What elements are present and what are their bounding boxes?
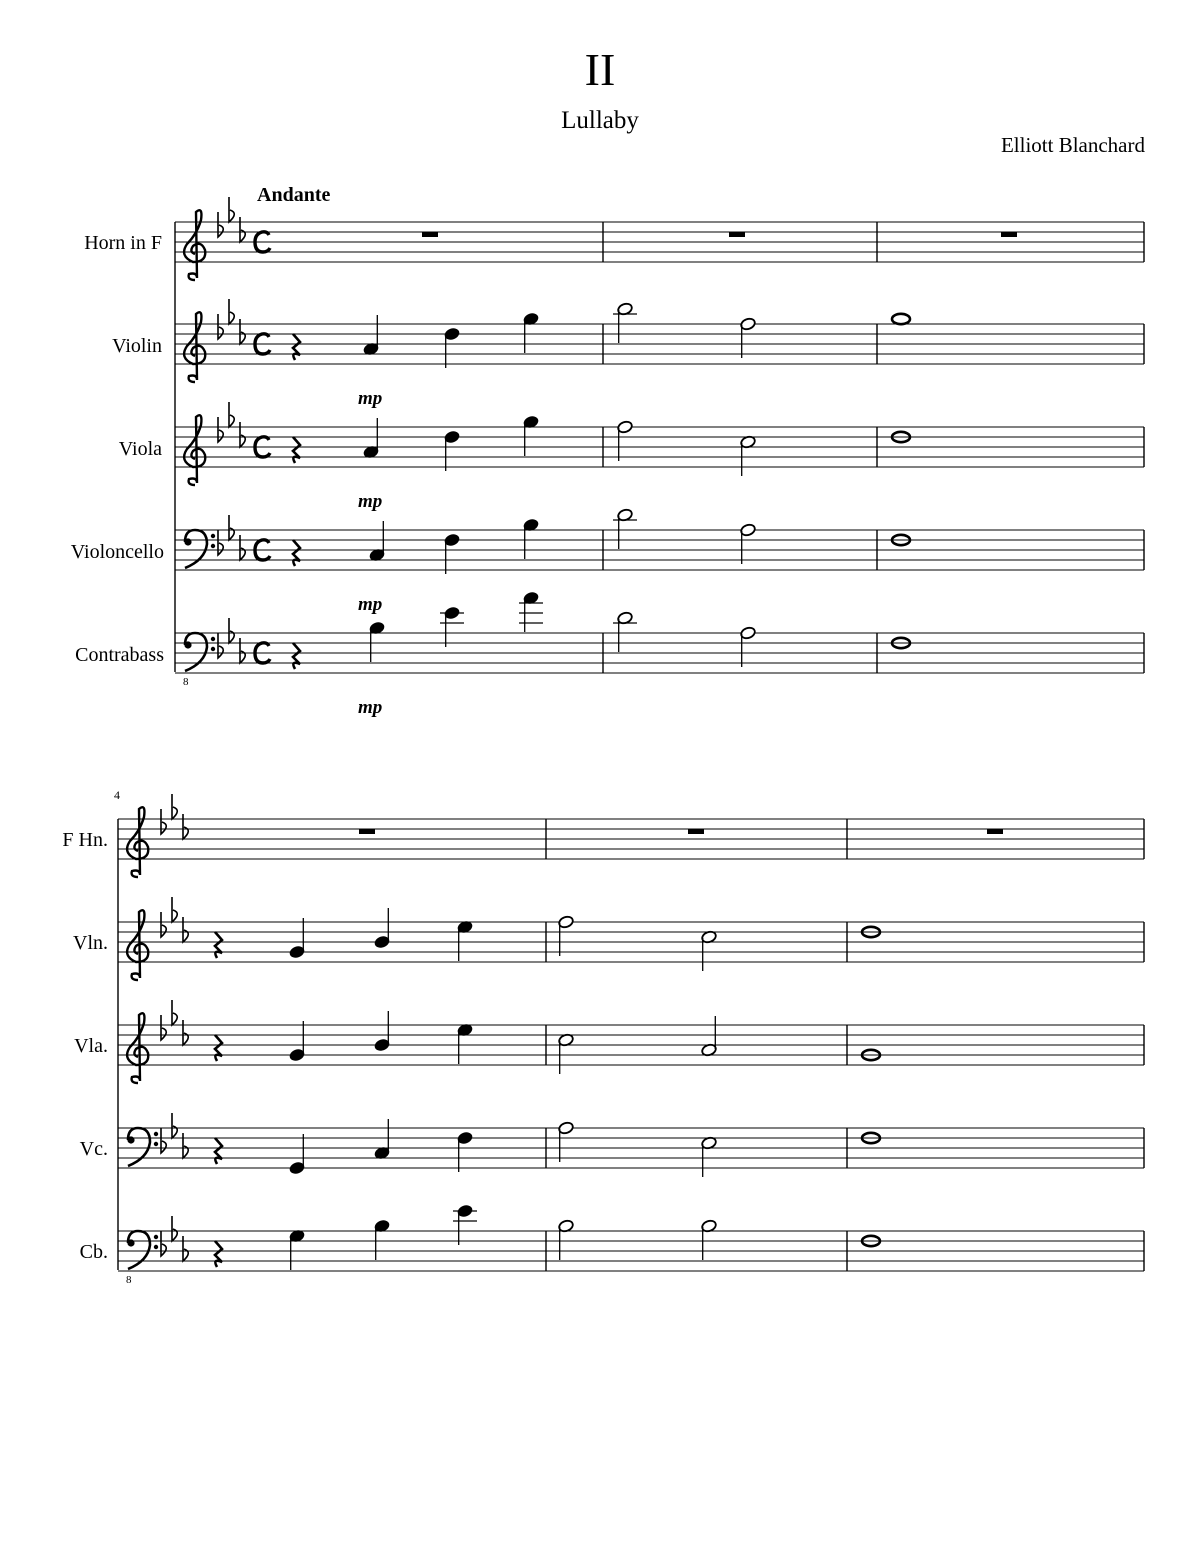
staff-horn: [84, 197, 1144, 280]
flat-icon: [240, 638, 245, 663]
flat-icon: [183, 917, 188, 942]
treble-clef-icon: [127, 910, 148, 980]
instrument-label-viola-short: Vla.: [74, 1035, 108, 1057]
whole-rest-icon: [359, 829, 375, 834]
staff-cello: [80, 1113, 1144, 1177]
instrument-label-contrabass-short: Cb.: [79, 1241, 108, 1263]
instrument-label-cello: Violoncello: [70, 541, 164, 563]
bass-clef-dot: [211, 637, 215, 641]
quarter-rest-icon: [215, 1138, 222, 1164]
whole-rest-icon: [729, 232, 745, 237]
bass-clef-dot: [211, 647, 215, 651]
flat-icon: [218, 530, 223, 555]
flat-icon: [172, 1113, 177, 1138]
flat-icon: [161, 1231, 166, 1256]
bass-clef-icon: [185, 530, 207, 568]
dynamic-mp: mp: [358, 697, 383, 718]
flat-icon: [218, 633, 223, 658]
treble-clef-icon: [184, 415, 205, 485]
flat-icon: [218, 314, 223, 339]
flat-icon: [172, 897, 177, 922]
instrument-label-cello-short: Vc.: [79, 1138, 108, 1160]
whole-note: [892, 314, 910, 324]
instrument-label-horn-short: F Hn.: [62, 829, 108, 851]
dynamic-mp: mp: [358, 594, 383, 615]
treble-clef-icon: [127, 807, 148, 877]
flat-icon: [161, 1128, 166, 1153]
whole-rest-icon: [688, 829, 704, 834]
flat-icon: [218, 417, 223, 442]
instrument-label-violin: Violin: [112, 335, 162, 357]
bass-clef-icon: [185, 633, 207, 671]
bass-clef-dot: [184, 538, 191, 545]
dynamic-mp: mp: [358, 388, 383, 409]
dynamic-mp: mp: [358, 491, 383, 512]
composer-name: Elliott Blanchard: [1000, 133, 1145, 157]
flat-icon: [161, 1015, 166, 1040]
bass-clef-dot: [154, 1245, 158, 1249]
instrument-label-contrabass: Contrabass: [75, 644, 164, 666]
flat-icon: [161, 809, 166, 834]
whole-rest-icon: [422, 232, 438, 237]
flat-icon: [229, 197, 234, 222]
quarter-rest-icon: [293, 334, 300, 360]
quarter-rest-icon: [215, 1035, 222, 1061]
instrument-label-violin-short: Vln.: [73, 932, 108, 954]
instrument-label-horn: Horn in F: [84, 232, 162, 254]
bass-clef-dot: [211, 544, 215, 548]
octave-8-marking: 8: [183, 676, 189, 688]
quarter-rest-icon: [215, 1241, 222, 1267]
staff-contrabass: [80, 1204, 1144, 1286]
bass-clef-dot: [154, 1235, 158, 1239]
flat-icon: [229, 402, 234, 427]
system-1: [71, 184, 1144, 718]
octave-8-marking: 8: [126, 1274, 132, 1286]
tempo-marking: Andante: [257, 184, 331, 206]
flat-icon: [172, 1000, 177, 1025]
score-subtitle: Lullaby: [561, 107, 639, 134]
bass-clef-icon: [128, 1231, 150, 1269]
quarter-rest-icon: [293, 540, 300, 566]
system-2: [62, 788, 1144, 1286]
staff-violin: [73, 897, 1144, 980]
staff-violin: [112, 299, 1144, 382]
bass-clef-dot: [127, 1136, 134, 1143]
staff-cello: [71, 508, 1144, 574]
bass-clef-icon: [128, 1128, 150, 1166]
bass-clef-dot: [211, 534, 215, 538]
treble-clef-icon: [184, 312, 205, 382]
bass-clef-dot: [184, 641, 191, 648]
instrument-label-viola: Viola: [118, 438, 162, 460]
whole-rest-icon: [1001, 232, 1017, 237]
quarter-rest-icon: [293, 643, 300, 669]
flat-icon: [229, 618, 234, 643]
flat-icon: [183, 1236, 188, 1261]
flat-icon: [172, 1216, 177, 1241]
treble-clef-icon: [184, 210, 205, 280]
staff-contrabass: [75, 591, 1144, 688]
flat-icon: [161, 912, 166, 937]
flat-icon: [183, 814, 188, 839]
staff-horn: [62, 794, 1144, 877]
flat-icon: [240, 422, 245, 447]
flat-icon: [172, 794, 177, 819]
flat-icon: [240, 319, 245, 344]
flat-icon: [229, 515, 234, 540]
treble-clef-icon: [127, 1013, 148, 1083]
score-title: II: [584, 44, 616, 95]
bass-clef-dot: [154, 1142, 158, 1146]
bass-clef-dot: [127, 1239, 134, 1246]
flat-icon: [240, 217, 245, 242]
staff-viola: [74, 1000, 1144, 1083]
whole-rest-icon: [987, 829, 1003, 834]
flat-icon: [218, 212, 223, 237]
bass-clef-dot: [154, 1132, 158, 1136]
quarter-rest-icon: [215, 932, 222, 958]
measure-number: 4: [114, 788, 120, 802]
flat-icon: [229, 299, 234, 324]
flat-icon: [183, 1133, 188, 1158]
quarter-rest-icon: [293, 437, 300, 463]
staff-viola: [119, 402, 1144, 485]
flat-icon: [240, 535, 245, 560]
flat-icon: [183, 1020, 188, 1045]
